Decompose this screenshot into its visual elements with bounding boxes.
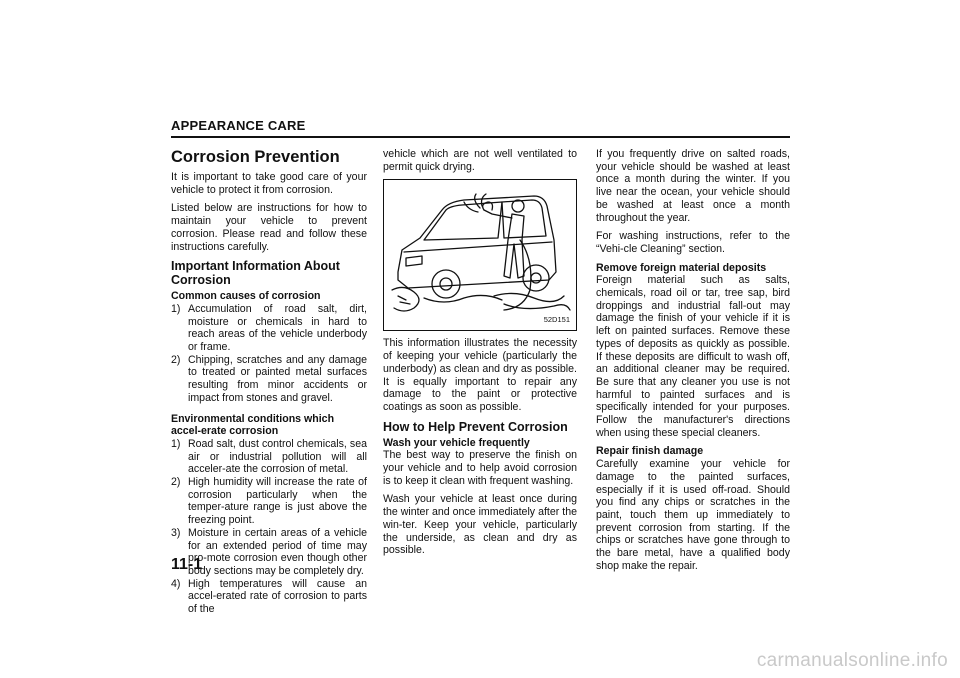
list-text: Moisture in certain areas of a vehicle for an extended period of time may pro-mote corrosion even though other body sections may be completely dry. [188,526,367,577]
list-text: High humidity will increase the rate of corrosion particularly when the temper-ature range is just above the freezing point. [188,476,367,527]
column-1 [171,148,367,624]
wash-heading: Wash your vehicle frequently [383,436,530,449]
watermark: carmanualsonline.info [756,650,948,671]
continued-text: vehicle which are not well ventilated to permit quick drying. [383,148,577,173]
list-item [171,354,367,405]
intro-paragraph-2: Listed below are instructions for how to maintain your vehicle to prevent corrosion. Please read and follow these instructions carefully. [171,202,367,253]
column-3 [596,148,790,579]
list-text: Accumulation of road salt, dirt, moisture or chemicals in hard to reach areas of the vehicle underbody or frame. [188,302,367,354]
page-title: Corrosion Prevention [171,148,340,166]
causes-heading: Common causes of corrosion [171,290,321,303]
header-rule [171,136,790,138]
figure-caption: This information illustrates the necessity of keeping your vehicle (particularly the underbody) as clean and dry as possible. It is equally important to repair any damage to the paint or protective coatings as soon as possible. [383,337,577,413]
column-2 [383,148,577,563]
list-item [171,476,367,527]
section-heading-prevent-corrosion: How to Help Prevent Corrosion [383,419,568,434]
list-number: 2) [171,476,181,489]
environment-heading: Environmental conditions which accel-erate corrosion [171,412,335,438]
car-wash-drawing [384,180,576,330]
remove-deposits-paragraph: Foreign material such as salts, chemicals, road oil or tar, tree sap, bird droppings and industrial fall-out may damage the finish of your vehicle if it is left on painted surfaces. Remove these types of deposits as quickly as possible. If these deposits are difficult to wash off, an additional cleaner may be required. Be sure that any cleaner you use is not harmful to painted surfaces and is specifically intended for your purposes. Follow the manufacturer's directions when using these special cleaners. [596,274,790,439]
list-number: 1) [171,302,181,315]
list-number: 4) [171,577,181,590]
repair-finish-heading: Repair finish damage [596,445,704,458]
list-item [171,303,367,354]
list-number: 3) [171,526,181,539]
car-washing-illustration [383,179,577,331]
causes-list [171,303,367,405]
washing-reference-paragraph: For washing instructions, refer to the “Vehi-cle Cleaning” section. [596,230,790,255]
section-header: APPEARANCE CARE [171,118,306,133]
list-text: Chipping, scratches and any damage to treated or painted metal surfaces resulting from minor accidents or impact from stones and gravel. [188,353,367,404]
intro-paragraph-1: It is important to take good care of your vehicle to protect it from corrosion. [171,171,367,196]
list-item [171,438,367,476]
wash-paragraph-1: The best way to preserve the finish on your vehicle and to help avoid corrosion is to keep it clean with frequent washing. [383,449,577,487]
environment-list [171,438,367,616]
figure-code: 52D151 [543,314,570,324]
list-text: Road salt, dust control chemicals, sea air or industrial pollution will all acceler-ate the corrosion of metal. [188,437,367,476]
list-number: 2) [171,353,181,366]
wash-paragraph-2: Wash your vehicle at least once during the winter and once immediately after the win-ter. Keep your vehicle, particularly the underside, as clean and dry as possible. [383,493,577,557]
salted-roads-paragraph: If you frequently drive on salted roads, your vehicle should be washed at least once a month during the winter. If you live near the ocean, your vehicle should be washed at least once a month throughout the year. [596,148,790,224]
list-item [171,578,367,616]
repair-finish-paragraph: Carefully examine your vehicle for damage to the painted surfaces, especially if it is used off-road. Should you find any chips or scratches in the paint, touch them up immediately to prevent corrosion from starting. If the chips or scratches have gone through to the bare metal, have a qualified body shop make the repair. [596,458,790,572]
section-heading-corrosion-info: Important Information About Corrosion [171,259,340,288]
list-text: High temperatures will cause an accel-erated rate of corrosion to parts of the [188,577,367,616]
list-number: 1) [171,437,181,450]
remove-deposits-heading: Remove foreign material deposits [596,261,767,274]
page-number: 11-1 [171,556,203,573]
